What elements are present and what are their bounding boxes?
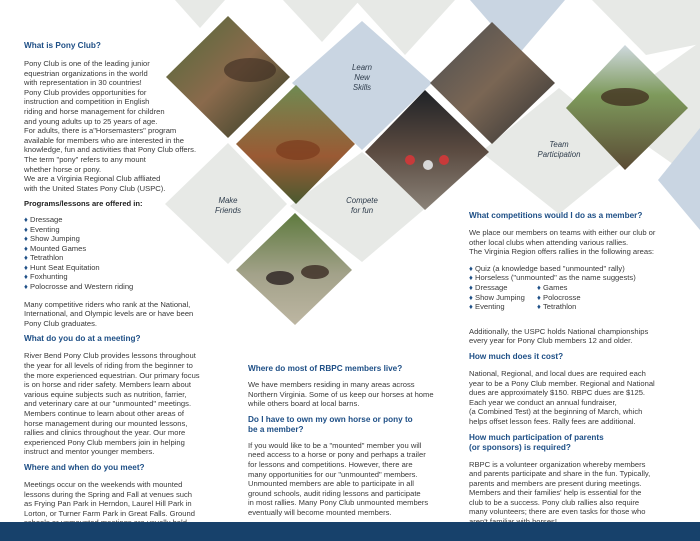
list-item: ♦ Eventing <box>24 225 249 235</box>
footer-bar <box>0 522 700 541</box>
where-meet-text: Meetings occur on the weekends with mounted lessons during the Spring and Fall at venues such as Frying Pan Park in Herndon, Laurel Hill Park in Lorton, or Turner Farm Park in Great Falls. Ground <box>24 479 195 518</box>
competitions-list <box>469 264 694 283</box>
label-compete: Compete for fun <box>346 196 378 215</box>
what-is-heading: What is Pony Club? <box>24 41 101 50</box>
list-item: ♦ Show Jumping <box>469 293 537 303</box>
competitions-text: We place our members on teams with either our club or other local clubs when attending various rallies. The Virginia Region offers rallies in the following areas: <box>469 228 656 257</box>
diamond-tile <box>592 0 700 55</box>
own-horse-heading: Do I have to own my own horse or pony to be a member? <box>248 414 413 434</box>
horse-silhouette <box>301 265 329 279</box>
list-item: ♦ Foxhunting <box>24 272 249 282</box>
cost-text: National, Regional, and local dues are required each year to be a Pony Club member. Regional and National dues are approximately $150. RBPC dues are $125. Each year we conduct an annual fundraiser, (a Combined Test) at the beginning of March, which helps offset lesson fees. Rally fees are additional. <box>469 368 655 426</box>
competitions-grid <box>469 283 694 312</box>
horse-silhouette <box>601 88 649 106</box>
parents-text: RBPC is a volunteer organization whereby members and parents participate and share in the fun. Typically, parents and members are present during meetings. Members and their families' help is essential for the club to be a success. Pony club rallies also require many volunteers; there are even tasks for those who <box>469 459 651 517</box>
list-item: ♦ Games <box>537 283 617 293</box>
live-text: We have members residing in many areas across Northern Virginia. Some of us keep our horses at home while others board at local barns. <box>248 380 434 409</box>
riders-text: Many competitive riders who rank at the National, International, and Olympic levels are or have been Pony Club graduates. <box>24 299 194 328</box>
label-friends: Make Friends <box>215 196 241 215</box>
competitions-heading: What competitions would I do as a member? <box>469 211 643 220</box>
rosette-ribbon <box>423 160 433 170</box>
column-middle <box>248 364 463 518</box>
list-item: ♦ Polocrosse <box>537 293 617 303</box>
list-item: ♦ Horseless ("unmounted" as the name suggests) <box>469 273 694 283</box>
list-item: ♦ Dressage <box>469 283 537 293</box>
own-horse-text: If you would like to be a "mounted" member you will need access to a horse or pony and perhaps a trailer for lessons and competitions. However, there are many opportunities for our "unmounted" members. Unmounted members are able to participate in all ground schools, audit riding lessons and participate in most rallies. Many Pony Club unmounted members eventually will become mounted members. <box>248 440 429 517</box>
label-team: Team Participation <box>537 140 581 159</box>
list-item: ♦ Show Jumping <box>24 234 249 244</box>
list-item: ♦ Tetrathlon <box>24 253 249 263</box>
label-learn: Learn New Skills <box>352 63 372 92</box>
programs-heading: Programs/lessons are offered in: <box>24 199 143 209</box>
programs-list <box>24 215 249 292</box>
column-left <box>24 41 249 538</box>
list-item: ♦ Dressage <box>24 215 249 225</box>
column-right <box>469 211 694 527</box>
meeting-text: River Bend Pony Club provides lessons throughout the year for all levels of riding from the beginner to the more experienced equestrian. Our primary focus is on horse and rider safety. Members learn about various equine subjects such as nutrition, farrier, and veterinary care at our "unmounted" meetings. Members continue to learn about other areas of horse management during our mounted lessons, rallies and clinics throughout the year. Our more experienced Pony Club members join in helping instruct and mentor younger members. <box>24 351 200 457</box>
parents-heading: How much participation of parents (or sponsors) is required? <box>469 432 604 452</box>
cost-heading: How much does it cost? <box>469 351 564 361</box>
list-item: ♦ Eventing <box>469 302 537 312</box>
list-item: ♦ Tetrathlon <box>537 302 617 312</box>
live-heading: Where do most of RBPC members live? <box>248 364 403 373</box>
horse-silhouette <box>276 140 320 160</box>
list-item: ♦ Hunt Seat Equitation <box>24 263 249 273</box>
national-text: Additionally, the USPC holds National championships every year for Pony Club members 12 and older. <box>469 326 649 346</box>
rosette-ribbon <box>405 155 415 165</box>
rosette-ribbon <box>439 155 449 165</box>
list-item: ♦ Polocrosse and Western riding <box>24 282 249 292</box>
list-item: ♦ Quiz (a knowledge based "unmounted" rally) <box>469 264 694 274</box>
horse-silhouette <box>266 271 294 285</box>
diamond-tile <box>175 0 225 28</box>
list-item: ♦ Mounted Games <box>24 244 249 254</box>
where-meet-heading: Where and when do you meet? <box>24 462 145 472</box>
what-is-text: Pony Club is one of the leading junior equestrian organizations in the world with representation in 30 countries! Pony Club provides opportunities for instruction and competition in English riding and horse management for children and young adults up to 25 years of age. For adults, there is a"Horsemasters" program available for members who are interested in the knowledge, fun and activities that Pony Club offers. The term "pony" refers to any mount whether horse or pony. We are a Virginia Regional Club affliated with the United States Pony Club (USPC). <box>24 59 197 193</box>
meeting-heading: What do you do at a meeting? <box>24 334 141 344</box>
